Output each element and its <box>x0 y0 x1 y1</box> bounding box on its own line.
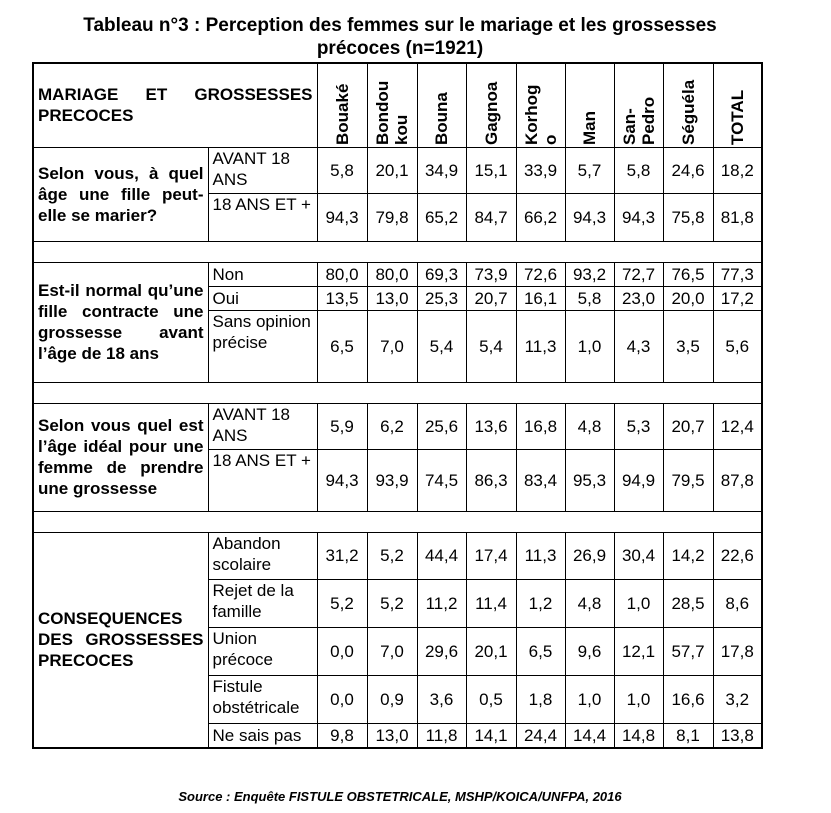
header-label-line-1: MARIAGE ET GROSSESSES <box>38 85 313 105</box>
value-cell: 69,3 <box>417 262 466 286</box>
value-cell: 5,2 <box>317 579 367 627</box>
value-cell: 65,2 <box>417 193 466 241</box>
section-separator <box>33 511 762 532</box>
value-cell: 5,2 <box>367 579 417 627</box>
value-cell: 5,8 <box>614 147 663 193</box>
section-category: Selon vous, à quel âge une fille peut-elle se marier? <box>33 147 208 241</box>
col-header-text: Bondou kou <box>373 80 411 145</box>
value-cell: 5,4 <box>417 310 466 382</box>
value-cell: 0,0 <box>317 675 367 723</box>
value-cell: 7,0 <box>367 627 417 675</box>
value-cell: 25,3 <box>417 286 466 310</box>
value-cell: 94,3 <box>317 193 367 241</box>
value-cell: 26,9 <box>565 532 614 579</box>
value-cell: 8,6 <box>713 579 762 627</box>
table-row <box>33 403 762 449</box>
value-cell: 6,2 <box>367 403 417 449</box>
value-cell: 14,8 <box>614 723 663 748</box>
col-header <box>565 63 614 147</box>
value-cell: 80,0 <box>317 262 367 286</box>
value-cell: 83,4 <box>516 449 565 511</box>
value-cell: 72,6 <box>516 262 565 286</box>
row-label: Sans opinion précise <box>208 310 317 382</box>
row-label: Union précoce <box>208 627 317 675</box>
value-cell: 0,9 <box>367 675 417 723</box>
col-header <box>417 63 466 147</box>
value-cell: 1,2 <box>516 579 565 627</box>
col-header <box>663 63 713 147</box>
value-cell: 20,1 <box>466 627 516 675</box>
row-label: Non <box>208 262 317 286</box>
value-cell: 17,2 <box>713 286 762 310</box>
value-cell: 9,8 <box>317 723 367 748</box>
value-cell: 11,3 <box>516 310 565 382</box>
col-header-text: Séguéla <box>678 79 698 145</box>
value-cell: 44,4 <box>417 532 466 579</box>
value-cell: 18,2 <box>713 147 762 193</box>
value-cell: 28,5 <box>663 579 713 627</box>
value-cell: 16,8 <box>516 403 565 449</box>
value-cell: 11,2 <box>417 579 466 627</box>
value-cell: 14,4 <box>565 723 614 748</box>
value-cell: 14,1 <box>466 723 516 748</box>
value-cell: 22,6 <box>713 532 762 579</box>
table-row <box>33 532 762 579</box>
value-cell: 5,8 <box>317 147 367 193</box>
col-header <box>614 63 663 147</box>
col-header <box>367 63 417 147</box>
section-category: CONSEQUENCES DES GROSSESSES PRECOCES <box>33 532 208 748</box>
value-cell: 93,9 <box>367 449 417 511</box>
value-cell: 34,9 <box>417 147 466 193</box>
value-cell: 1,0 <box>565 675 614 723</box>
separator-cell <box>33 241 762 262</box>
row-label: 18 ANS ET + <box>208 449 317 511</box>
value-cell: 13,5 <box>317 286 367 310</box>
value-cell: 5,9 <box>317 403 367 449</box>
value-cell: 20,1 <box>367 147 417 193</box>
value-cell: 66,2 <box>516 193 565 241</box>
value-cell: 94,3 <box>565 193 614 241</box>
value-cell: 1,0 <box>614 675 663 723</box>
value-cell: 8,1 <box>663 723 713 748</box>
table-title <box>0 14 800 60</box>
value-cell: 80,0 <box>367 262 417 286</box>
value-cell: 94,9 <box>614 449 663 511</box>
value-cell: 84,7 <box>466 193 516 241</box>
value-cell: 95,3 <box>565 449 614 511</box>
header-label <box>33 63 317 147</box>
value-cell: 75,8 <box>663 193 713 241</box>
row-label: Fistule obstétricale <box>208 675 317 723</box>
col-header <box>466 63 516 147</box>
value-cell: 20,7 <box>466 286 516 310</box>
value-cell: 11,4 <box>466 579 516 627</box>
value-cell: 24,4 <box>516 723 565 748</box>
value-cell: 93,2 <box>565 262 614 286</box>
value-cell: 31,2 <box>317 532 367 579</box>
row-label: 18 ANS ET + <box>208 193 317 241</box>
row-label: Abandon scolaire <box>208 532 317 579</box>
value-cell: 6,5 <box>317 310 367 382</box>
value-cell: 0,5 <box>466 675 516 723</box>
col-header-text: Man <box>580 110 599 145</box>
col-header <box>516 63 565 147</box>
value-cell: 17,8 <box>713 627 762 675</box>
header-label-line-2: PRECOCES <box>38 106 134 126</box>
value-cell: 57,7 <box>663 627 713 675</box>
value-cell: 13,8 <box>713 723 762 748</box>
value-cell: 11,3 <box>516 532 565 579</box>
value-cell: 86,3 <box>466 449 516 511</box>
value-cell: 5,7 <box>565 147 614 193</box>
value-cell: 79,5 <box>663 449 713 511</box>
value-cell: 87,8 <box>713 449 762 511</box>
section-separator <box>33 241 762 262</box>
value-cell: 76,5 <box>663 262 713 286</box>
value-cell: 25,6 <box>417 403 466 449</box>
perception-table <box>32 62 763 749</box>
table-body <box>33 63 762 748</box>
value-cell: 23,0 <box>614 286 663 310</box>
col-header-text: San- Pedro <box>619 96 658 145</box>
value-cell: 5,8 <box>565 286 614 310</box>
row-label: AVANT 18 ANS <box>208 147 317 193</box>
value-cell: 3,2 <box>713 675 762 723</box>
col-header-text: Bouna <box>432 91 451 145</box>
row-label: Ne sais pas <box>208 723 317 748</box>
value-cell: 5,2 <box>367 532 417 579</box>
value-cell: 7,0 <box>367 310 417 382</box>
source-note: Source : Enquête FISTULE OBSTETRICALE, MSHP/KOICA/UNFPA, 2016 <box>178 789 622 804</box>
header-row <box>33 63 762 147</box>
title-line-2: précoces (n=1921) <box>316 38 484 59</box>
value-cell: 4,3 <box>614 310 663 382</box>
value-cell: 1,0 <box>614 579 663 627</box>
section-category: Est-il normal qu’une fille contracte une grossesse avant l’âge de 18 ans <box>33 262 208 382</box>
value-cell: 81,8 <box>713 193 762 241</box>
value-cell: 33,9 <box>516 147 565 193</box>
value-cell: 16,1 <box>516 286 565 310</box>
value-cell: 15,1 <box>466 147 516 193</box>
value-cell: 29,6 <box>417 627 466 675</box>
row-label: Oui <box>208 286 317 310</box>
value-cell: 5,3 <box>614 403 663 449</box>
value-cell: 20,0 <box>663 286 713 310</box>
value-cell: 3,6 <box>417 675 466 723</box>
value-cell: 94,3 <box>317 449 367 511</box>
col-header <box>713 63 762 147</box>
row-label: AVANT 18 ANS <box>208 403 317 449</box>
col-header <box>317 63 367 147</box>
table-row <box>33 147 762 193</box>
title-line-1: Tableau n°3 : Perception des femmes sur le mariage et les grossesses <box>83 15 717 36</box>
value-cell: 77,3 <box>713 262 762 286</box>
value-cell: 13,6 <box>466 403 516 449</box>
value-cell: 4,8 <box>565 403 614 449</box>
value-cell: 73,9 <box>466 262 516 286</box>
row-label: Rejet de la famille <box>208 579 317 627</box>
col-header-text: Korhog o <box>521 84 560 145</box>
value-cell: 3,5 <box>663 310 713 382</box>
value-cell: 12,1 <box>614 627 663 675</box>
value-cell: 94,3 <box>614 193 663 241</box>
section-separator <box>33 382 762 403</box>
value-cell: 13,0 <box>367 723 417 748</box>
value-cell: 20,7 <box>663 403 713 449</box>
value-cell: 13,0 <box>367 286 417 310</box>
section-category: Selon vous quel est l’âge idéal pour une femme de prendre une grossesse <box>33 403 208 511</box>
value-cell: 16,6 <box>663 675 713 723</box>
value-cell: 1,8 <box>516 675 565 723</box>
value-cell: 30,4 <box>614 532 663 579</box>
value-cell: 1,0 <box>565 310 614 382</box>
value-cell: 74,5 <box>417 449 466 511</box>
value-cell: 5,4 <box>466 310 516 382</box>
value-cell: 17,4 <box>466 532 516 579</box>
value-cell: 79,8 <box>367 193 417 241</box>
value-cell: 12,4 <box>713 403 762 449</box>
col-header-text: Gagnoa <box>481 81 501 145</box>
separator-cell <box>33 511 762 532</box>
value-cell: 24,6 <box>663 147 713 193</box>
value-cell: 5,6 <box>713 310 762 382</box>
col-header-text: Bouaké <box>332 83 352 145</box>
value-cell: 14,2 <box>663 532 713 579</box>
table-row <box>33 262 762 286</box>
value-cell: 0,0 <box>317 627 367 675</box>
value-cell: 11,8 <box>417 723 466 748</box>
value-cell: 4,8 <box>565 579 614 627</box>
separator-cell <box>33 382 762 403</box>
value-cell: 6,5 <box>516 627 565 675</box>
value-cell: 72,7 <box>614 262 663 286</box>
value-cell: 9,6 <box>565 627 614 675</box>
col-header-text: TOTAL <box>727 89 747 145</box>
